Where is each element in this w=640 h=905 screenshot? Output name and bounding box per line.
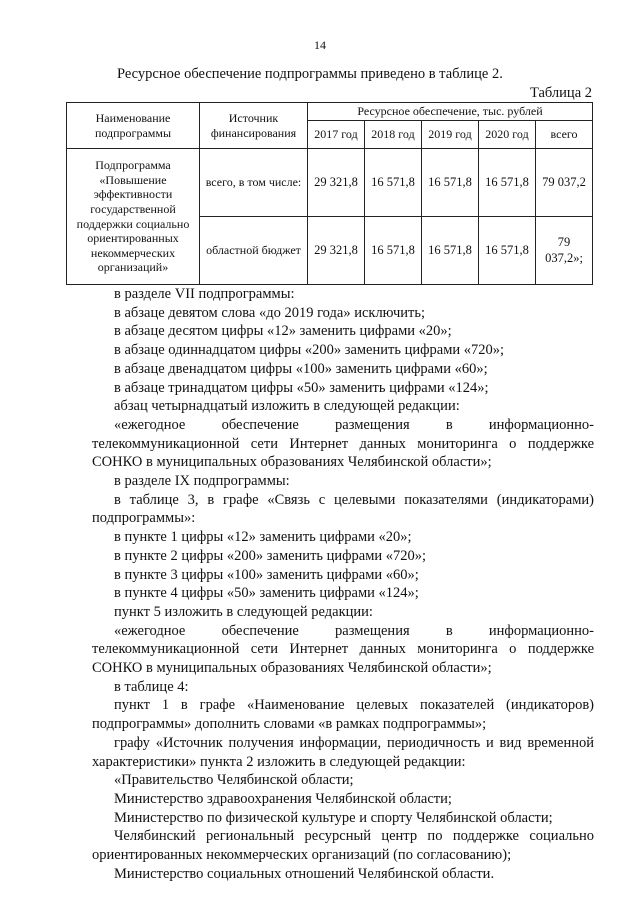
paragraph: в пункте 3 цифры «100» заменить цифрами «60»; [114,566,419,583]
paragraph: в абзаце десятом цифры «12» заменить цифрами «20»; [114,323,452,340]
header-year-2020: 2020 год [479,121,536,149]
paragraph: в абзаце одиннадцатом цифры «200» заменить цифрами «720»; [114,342,505,359]
paragraph: Челябинский региональный ресурсный центр по поддержке социально ориентированных некоммерческих организаций (по согласованию); [92,828,594,864]
amendment-text [92,285,594,884]
paragraph: в таблице 4: [114,678,189,695]
resource-table [66,102,593,285]
paragraph: «Правительство Челябинской области; [114,772,354,789]
value-cell: 16 571,8 [422,149,479,217]
paragraph: в абзаце девятом слова «до 2019 года» исключить; [114,304,425,321]
paragraph: Министерство здравоохранения Челябинской области; [114,790,452,807]
header-program-name: Наименование подпрограммы [67,103,200,149]
value-cell: 16 571,8 [365,149,422,217]
header-year-2018: 2018 год [365,121,422,149]
value-cell: 29 321,8 [308,149,365,217]
page-number: 14 [314,38,326,52]
paragraph: в абзаце тринадцатом цифры «50» заменить цифрами «124»; [114,379,489,396]
total-cell: 79 037,2»; [536,217,593,285]
value-cell: 16 571,8 [479,149,536,217]
paragraph: в разделе IX подпрограммы: [114,473,290,490]
table-label: Таблица 2 [529,85,592,101]
value-cell: 29 321,8 [308,217,365,285]
paragraph: в пункте 2 цифры «200» заменить цифрами «720»; [114,547,427,564]
total-cell: 79 037,2 [536,149,593,217]
paragraph: в пункте 4 цифры «50» заменить цифрами «124»; [114,585,419,602]
paragraph: в пункте 1 цифры «12» заменить цифрами «20»; [114,529,412,546]
header-total: всего [536,121,593,149]
paragraph: графу «Источник получения информации, периодичность и вид временной характеристики» пункта 2 изложить в следующей редакции: [92,734,594,770]
paragraph: Министерство социальных отношений Челябинской области. [114,865,495,882]
paragraph: Министерство по физической культуре и спорту Челябинской области; [114,809,553,826]
paragraph: в таблице 3, в графе «Связь с целевыми показателями (индикаторами) подпрограммы»: [92,491,594,527]
intro-sentence: Ресурсное обеспечение подпрограммы приведено в таблице 2. [117,66,503,82]
value-cell: 16 571,8 [422,217,479,285]
header-resource-provision: Ресурсное обеспечение, тыс. рублей [308,103,593,121]
source-cell: областной бюджет [200,217,308,285]
source-cell: всего, в том числе: [200,149,308,217]
paragraph: пункт 1 в графе «Наименование целевых показателей (индикаторов) подпрограммы» дополнить словами «в рамках подпрограммы»; [92,697,594,733]
header-funding-source: Источник финансирования [200,103,308,149]
paragraph: пункт 5 изложить в следующей редакции: [114,603,373,620]
paragraph: «ежегодное обеспечение размещения в информационно-телекоммуникационной сети Интернет данных мониторинга о поддержке СОНКО в муниципальных образованиях Челябинской области»; [92,416,594,471]
program-name-cell: Подпрограмма «Повышение эффективности государственной поддержки социально ориентированных некоммерческих организаций» [67,149,200,285]
header-year-2017: 2017 год [308,121,365,149]
paragraph: в абзаце двенадцатом цифры «100» заменить цифрами «60»; [114,360,488,377]
value-cell: 16 571,8 [365,217,422,285]
paragraph: «ежегодное обеспечение размещения в информационно-телекоммуникационной сети Интернет данных мониторинга о поддержке СОНКО в муниципальных образованиях Челябинской области»; [92,622,594,677]
table-row [67,149,593,217]
value-cell: 16 571,8 [479,217,536,285]
paragraph: в разделе VII подпрограммы: [114,286,295,302]
paragraph: абзац четырнадцатый изложить в следующей редакции: [114,398,460,415]
header-year-2019: 2019 год [422,121,479,149]
